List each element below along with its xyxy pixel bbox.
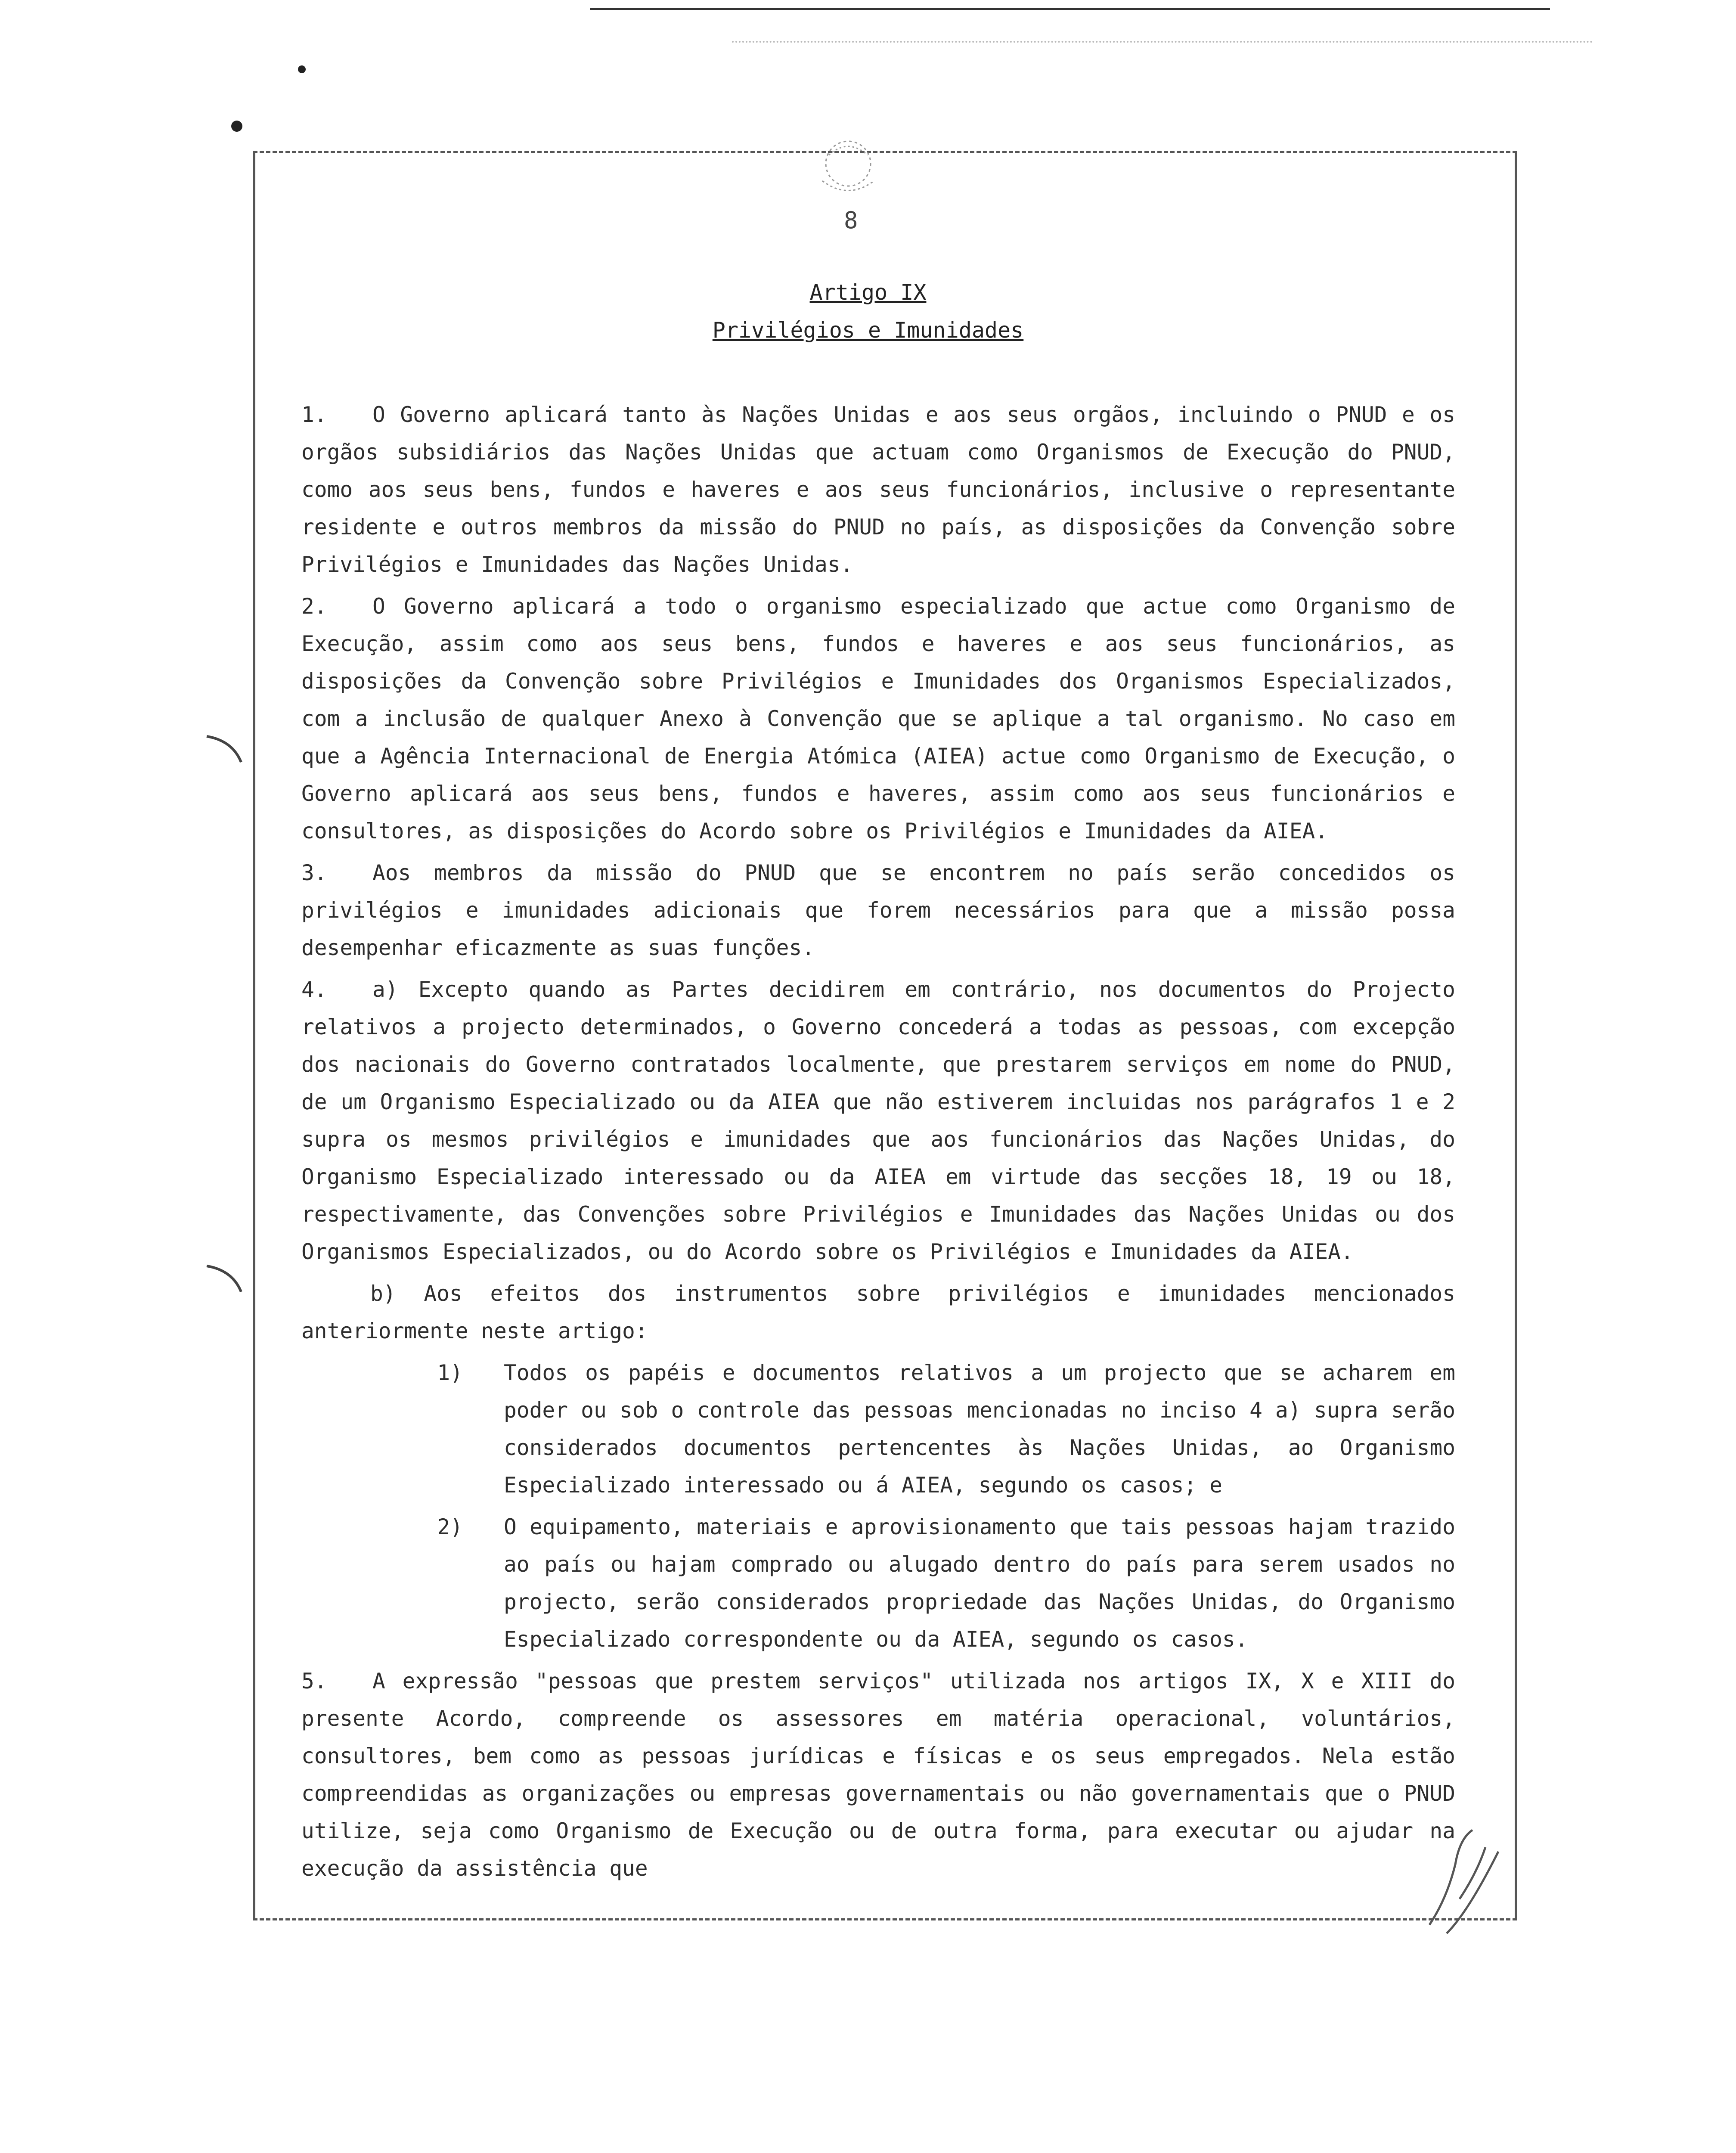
- paragraph-1: 1. O Governo aplicará tanto às Nações Unidas e aos seus orgãos, incluindo o PNUD e os orgãos subsidiários das Nações Unidas que actuam como Organismos de Execução do PNUD, como aos seus bens, fundos e haveres e aos seus funcionários, inclusive o representante residente e outros membros da missão do PNUD no país, as disposições da Convenção sobre Privilégios e Imunidades das Nações Unidas.: [301, 402, 1455, 577]
- emblem-icon: [805, 129, 891, 202]
- paragraph-4: 4. a) Excepto quando as Partes decidirem em contrário, nos documentos do Projecto relativos a projecto determinados, o Governo concederá a todas as pessoas, com excepção dos nacionais do Governo contratados localmente, que prestarem serviços em nome do PNUD, de um Organismo Especializado ou da AIEA que não estiverem incluidas nos parágrafos 1 e 2 supra os mesmos privilégios e imunidades que aos funcionários das Nações Unidas, do Organismo Especializado interessado ou da AIEA em virtude das secções 18, 19 ou 18, respectivamente, das Convenções sobre Privilégios e Imunidades das Nações Unidas ou dos Organismos Especializados, ou do Acordo sobre os Privilégios e Imunidades da AIEA.: [301, 977, 1455, 1264]
- list-item: 2) O equipamento, materiais e aprovisionamento que tais pessoas hajam trazido ao país ou hajam comprado ou alugado dentro do país para serem usados no projecto, serão considerados propriedade das Nações Unidas, do Organismo Especializado correspondente ou da AIEA, segundo os casos.: [437, 1514, 1455, 1652]
- article-subtitle: Privilégios e Imunidades: [712, 318, 1024, 343]
- top-edge-line: [590, 8, 1550, 10]
- list-item: 1) Todos os papéis e documentos relativos a um projecto que se acharem em poder ou sob o controle das pessoas mencionadas no inciso 4 a) supra serão considerados documentos pertencentes às Nações Unidas, ao Organismo Especializado interessado ou á AIEA, segundo os casos; e: [437, 1360, 1455, 1498]
- punch-mark: [298, 65, 306, 73]
- margin-bracket-icon: [202, 732, 250, 779]
- scan-specks: [732, 41, 1593, 43]
- punch-mark: [231, 121, 242, 132]
- subparagraph-b: b) Aos efeitos dos instrumentos sobre privilégios e imunidades mencionados anteriormente neste artigo:: [301, 1281, 1455, 1343]
- paragraph-5: 5. A expressão "pessoas que prestem serviços" utilizada nos artigos IX, X e XIII do presente Acordo, compreende os assessores em matéria operacional, voluntários, consultores, bem como as pessoas jurídicas e físicas e os seus empregados. Nela estão compreendidas as organizações ou empresas governamentais ou não governamentais que o PNUD utilize, seja como Organismo de Execução ou de outra forma, para executar ou ajudar na execução da assistência que: [301, 1669, 1455, 1881]
- initials-icon: [1421, 1813, 1516, 1942]
- paragraph-2: 2. O Governo aplicará a todo o organismo especializado que actue como Organismo de Execução, assim como aos seus bens, fundos e haveres e aos seus funcionários, as disposições da Convenção sobre Privilégios e Imunidades dos Organismos Especializados, com a inclusão de qualquer Anexo à Convenção que se aplique a tal organismo. No caso em que a Agência Internacional de Energia Atómica (AIEA) actue como Organismo de Execução, o Governo aplicará aos seus bens, fundos e haveres, assim como aos seus funcionários e consultores, as disposições do Acordo sobre os Privilégios e Imunidades da AIEA.: [301, 594, 1455, 844]
- page-number: 8: [844, 207, 858, 234]
- article-body: [301, 396, 1455, 1892]
- paragraph-3: 3. Aos membros da missão do PNUD que se encontrem no país serão concedidos os privilégios e imunidades adicionais que forem necessários para que a missão possa desempenhar eficazmente as suas funções.: [301, 860, 1455, 960]
- margin-bracket-icon: [202, 1262, 250, 1309]
- article-title: Artigo IX: [809, 280, 927, 305]
